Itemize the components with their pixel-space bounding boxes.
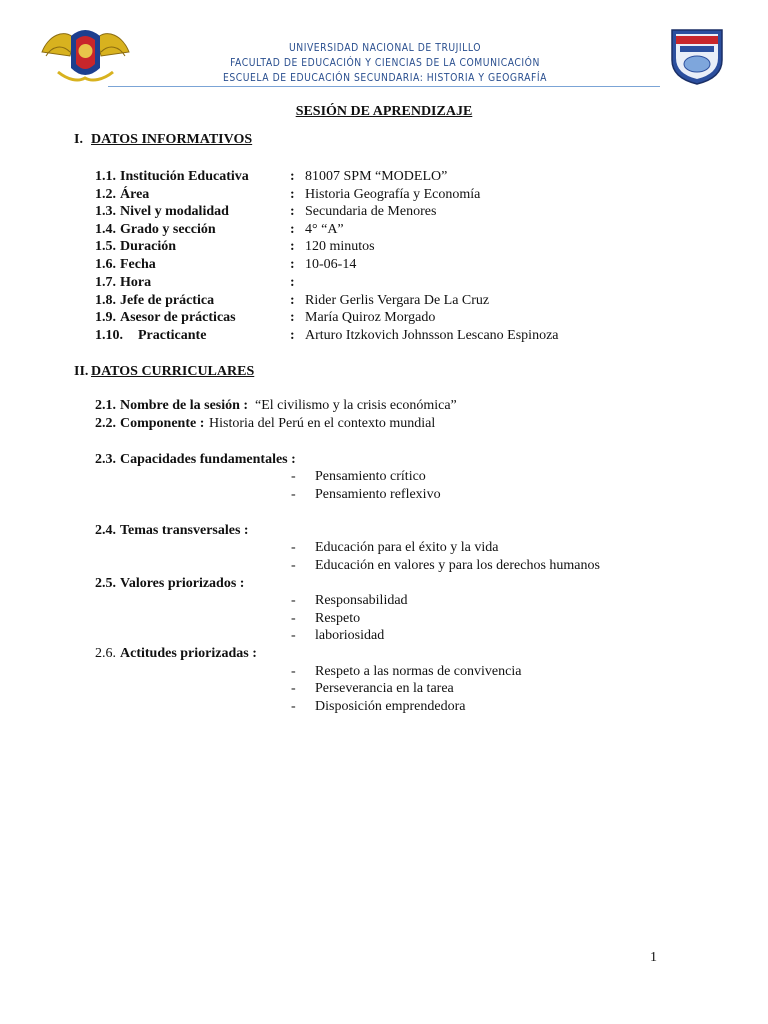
info-item-label: Institución Educativa <box>120 169 249 184</box>
list-dash: - <box>291 699 296 714</box>
temas-number: 2.4. <box>95 523 116 538</box>
info-item-colon: : <box>290 257 295 272</box>
list-dash: - <box>291 593 296 608</box>
info-item-number: 1.8. <box>95 293 116 308</box>
componente-value: Historia del Perú en el contexto mundial <box>209 416 436 431</box>
list-dash: - <box>291 681 296 696</box>
info-item-number: 1.9. <box>95 310 116 325</box>
info-item-number: 1.4. <box>95 222 116 237</box>
info-item-value: Historia Geografía y Economía <box>305 187 481 202</box>
temas-label: Temas transversales : <box>120 523 249 538</box>
actitud-item: Respeto a las normas de convivencia <box>315 664 522 679</box>
list-dash: - <box>291 487 296 502</box>
info-item-colon: : <box>290 293 295 308</box>
info-item-label: Área <box>120 187 150 202</box>
section-1-number: I. <box>74 132 83 147</box>
valores-number: 2.5. <box>95 576 116 591</box>
valor-item: laboriosidad <box>315 628 385 643</box>
info-item-label: Fecha <box>120 257 156 272</box>
university-crest-logo <box>38 22 133 88</box>
componente-number: 2.2. <box>95 416 116 431</box>
tema-item: Educación para el éxito y la vida <box>315 540 499 555</box>
list-dash: - <box>291 540 296 555</box>
valores-label: Valores priorizados : <box>120 576 245 591</box>
list-dash: - <box>291 664 296 679</box>
info-item-label: Nivel y modalidad <box>120 204 229 219</box>
info-item-number: 1.2. <box>95 187 116 202</box>
info-item-value: Arturo Itzkovich Johnsson Lescano Espinoza <box>305 328 559 343</box>
componente-label: Componente : <box>120 416 205 431</box>
info-item-number: 1.10. <box>95 328 123 343</box>
section-1-heading: DATOS INFORMATIVOS <box>91 132 253 147</box>
info-item-colon: : <box>290 187 295 202</box>
actitudes-number: 2.6. <box>95 646 116 661</box>
list-dash: - <box>291 558 296 573</box>
info-item-number: 1.1. <box>95 169 116 184</box>
info-item-value: María Quiroz Morgado <box>305 310 436 325</box>
header-university-name: UNIVERSIDAD NACIONAL DE TRUJILLO <box>288 42 482 54</box>
school-shield-logo <box>668 26 726 86</box>
info-item-label: Grado y sección <box>120 222 216 237</box>
header-school-name: ESCUELA DE EDUCACIÓN SECUNDARIA: HISTORIA Y GEOGRAFÍA <box>223 72 547 84</box>
info-item-value: 81007 SPM “MODELO” <box>305 169 448 184</box>
info-item-colon: : <box>290 169 295 184</box>
list-dash: - <box>291 628 296 643</box>
info-item-colon: : <box>290 222 295 237</box>
info-item-label: Duración <box>120 239 176 254</box>
info-item-number: 1.3. <box>95 204 116 219</box>
capacidad-item: Pensamiento crítico <box>315 469 426 484</box>
info-item-label: Practicante <box>138 328 207 343</box>
sesion-value: “El civilismo y la crisis económica” <box>255 398 457 413</box>
actitud-item: Disposición emprendedora <box>315 699 466 714</box>
info-item-value: 10-06-14 <box>305 257 357 272</box>
info-item-value: Secundaria de Menores <box>305 204 437 219</box>
info-item-value: 120 minutos <box>305 239 375 254</box>
info-item-number: 1.6. <box>95 257 116 272</box>
header-divider <box>108 86 660 87</box>
info-item-label: Asesor de prácticas <box>120 310 236 325</box>
info-item-colon: : <box>290 239 295 254</box>
info-item-value: Rider Gerlis Vergara De La Cruz <box>305 293 490 308</box>
info-item-colon: : <box>290 275 295 290</box>
tema-item: Educación en valores y para los derechos humanos <box>315 558 600 573</box>
info-item-colon: : <box>290 204 295 219</box>
info-item-label: Jefe de práctica <box>120 293 215 308</box>
capacidades-number: 2.3. <box>95 452 116 467</box>
info-item-colon: : <box>290 310 295 325</box>
info-item-number: 1.5. <box>95 239 116 254</box>
sesion-label: Nombre de la sesión : <box>120 398 249 413</box>
section-2-heading: DATOS CURRICULARES <box>91 364 255 379</box>
page-title: SESIÓN DE APRENDIZAJE <box>295 104 473 119</box>
section-2-number: II. <box>74 364 89 379</box>
actitud-item: Perseverancia en la tarea <box>315 681 454 696</box>
header-faculty-name: FACULTAD DE EDUCACIÓN Y CIENCIAS DE LA COMUNICACIÓN <box>230 57 540 69</box>
sesion-number: 2.1. <box>95 398 116 413</box>
list-dash: - <box>291 469 296 484</box>
valor-item: Responsabilidad <box>315 593 408 608</box>
info-item-label: Hora <box>120 275 152 290</box>
info-item-number: 1.7. <box>95 275 116 290</box>
list-dash: - <box>291 611 296 626</box>
capacidad-item: Pensamiento reflexivo <box>315 487 441 502</box>
valor-item: Respeto <box>315 611 361 626</box>
capacidades-label: Capacidades fundamentales : <box>120 452 296 467</box>
info-item-value: 4° “A” <box>305 222 344 237</box>
actitudes-label: Actitudes priorizadas : <box>120 646 257 661</box>
info-item-colon: : <box>290 328 295 343</box>
page-number: 1 <box>650 950 657 965</box>
